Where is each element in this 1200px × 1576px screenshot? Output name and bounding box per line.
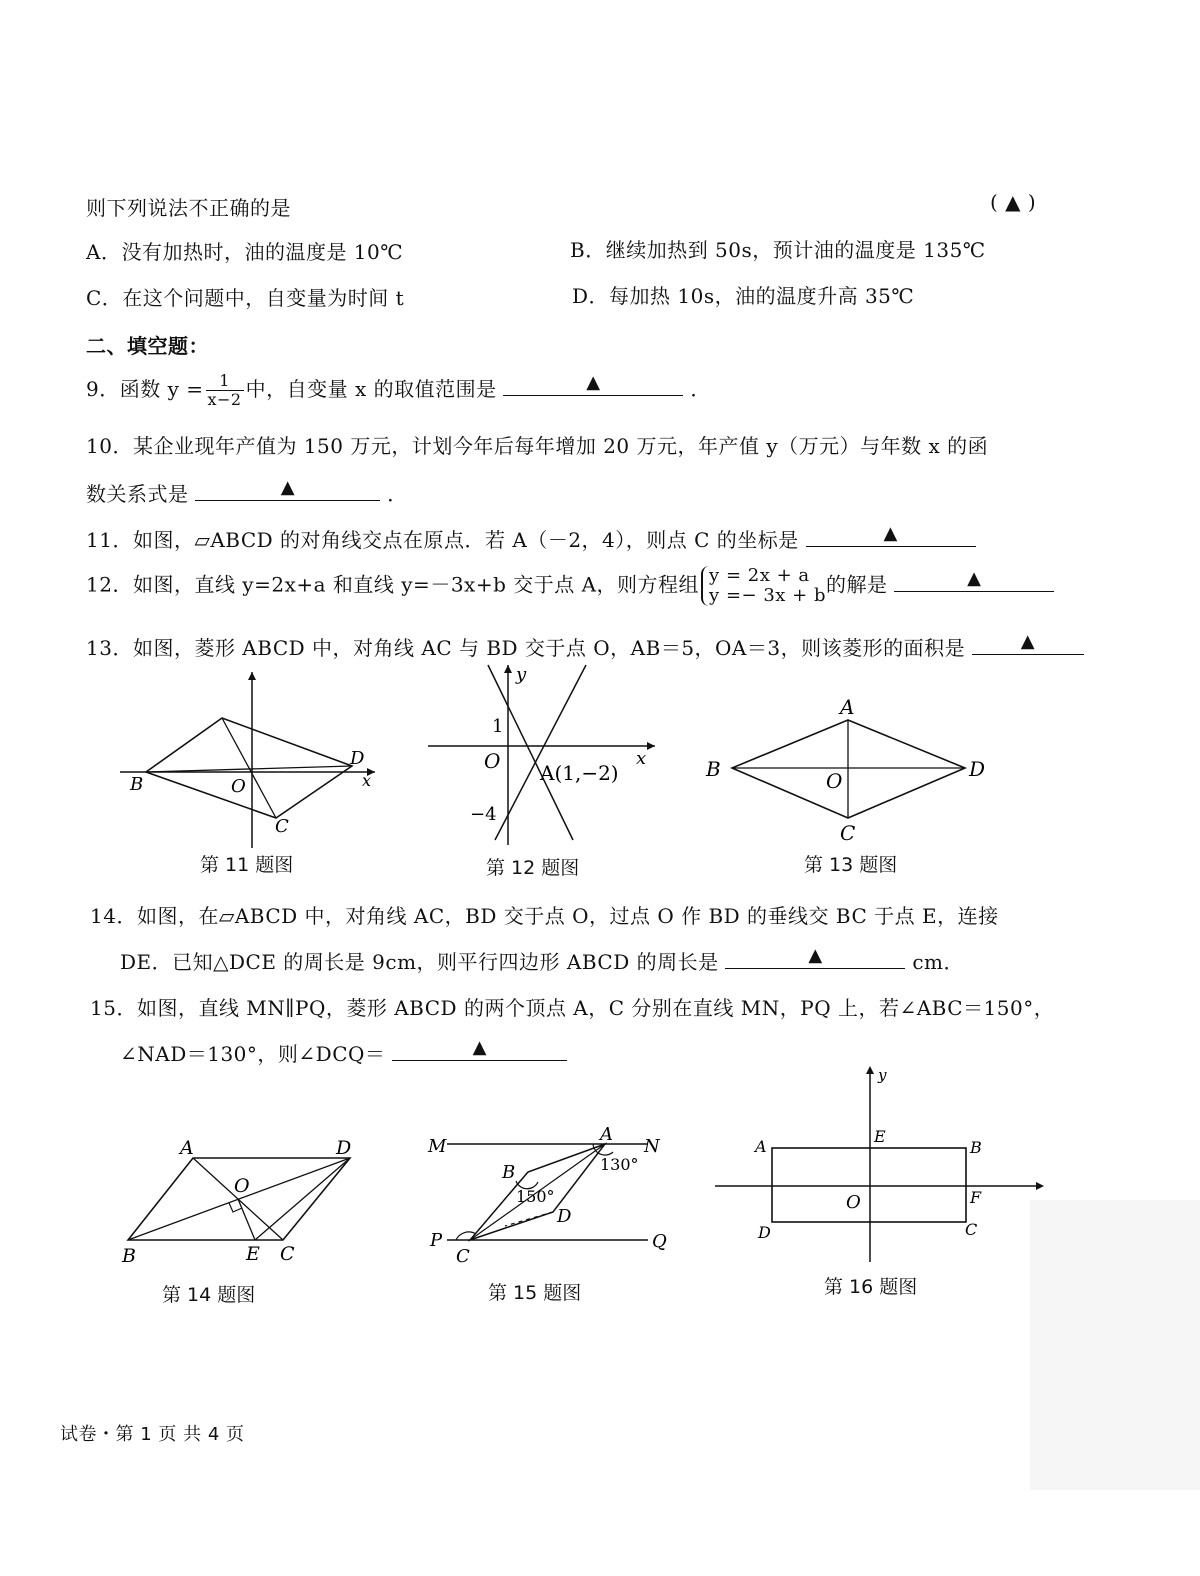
f12-label-neg4: −4 bbox=[470, 804, 497, 825]
f16-label-c: C bbox=[965, 1220, 978, 1239]
f16-label-o: O bbox=[846, 1192, 861, 1213]
f13-label-a: A bbox=[840, 695, 855, 719]
f14-label-o: O bbox=[234, 1175, 250, 1197]
f16-label-a: A bbox=[755, 1137, 767, 1156]
caption-f14: 第 14 题图 bbox=[162, 1284, 256, 1306]
f16-label-e: E bbox=[874, 1127, 886, 1146]
q11-text: 11．如图，▱ABCD 的对角线交点在原点．若 A（－2，4），则点 C 的坐标是 bbox=[86, 528, 799, 552]
f13-label-o: O bbox=[826, 769, 843, 793]
f16-rectangle bbox=[772, 1148, 966, 1222]
f15-label-p: P bbox=[430, 1230, 443, 1251]
caption-f16: 第 16 题图 bbox=[824, 1276, 918, 1298]
caption-f11: 第 11 题图 bbox=[200, 854, 294, 876]
q10-line1: 10．某企业现年产值为 150 万元，计划今年后每年增加 20 万元，年产值 y（万元）与年数 x 的函 bbox=[86, 434, 989, 458]
f15-label-m: M bbox=[428, 1136, 447, 1157]
f12-label-a: A(1,−2) bbox=[540, 761, 619, 785]
f15-label-q: Q bbox=[652, 1231, 667, 1252]
f13-label-d: D bbox=[969, 757, 986, 781]
q8-option-c: C．在这个问题中，自变量为时间 t bbox=[86, 286, 405, 310]
q8-option-d: D．每加热 10s，油的温度升高 35℃ bbox=[572, 284, 915, 308]
q10-answer-blank[interactable]: ▲ bbox=[195, 480, 380, 501]
f16-label-y: y bbox=[878, 1066, 887, 1084]
q12-equation-system: y = 2x + a y =− 3x + b bbox=[701, 566, 826, 606]
f16-y-arrow bbox=[866, 1066, 874, 1074]
q9-fraction: $\frac{1}{x-2}$ bbox=[207, 371, 242, 409]
q10-end: ． bbox=[387, 482, 408, 506]
q11-answer-blank[interactable]: ▲ bbox=[806, 526, 976, 547]
f13-label-b: B bbox=[706, 757, 721, 781]
f15-label-d: D bbox=[557, 1206, 572, 1227]
q9-end: ． bbox=[690, 377, 711, 401]
f16-label-b: B bbox=[970, 1138, 982, 1157]
f11-label-d: D bbox=[350, 748, 365, 769]
q13-answer-blank[interactable]: ▲ bbox=[972, 634, 1084, 655]
f12-label-x: x bbox=[636, 748, 647, 769]
q15-answer-blank[interactable]: ▲ bbox=[392, 1040, 567, 1061]
f15-label-b: B bbox=[502, 1162, 516, 1183]
q14-line2: DE．已知△DCE 的周长是 9cm，则平行四边形 ABCD 的周长是 bbox=[120, 950, 719, 974]
f14-label-b: B bbox=[122, 1245, 136, 1267]
caption-f12: 第 12 题图 bbox=[486, 857, 580, 879]
f16-x-arrow bbox=[1036, 1182, 1044, 1190]
f13-label-c: C bbox=[840, 821, 856, 845]
q13-text: 13．如图，菱形 ABCD 中，对角线 AC 与 BD 交于点 O，AB＝5，OA＝3，则该菱形的面积是 bbox=[86, 636, 966, 660]
f14-label-c: C bbox=[280, 1243, 295, 1265]
q12-text: 12．如图，直线 y=2x+a 和直线 y=－3x+b 交于点 A，则方程组 bbox=[86, 572, 700, 597]
q15-line2: ∠NAD＝130°，则∠DCQ＝ bbox=[120, 1042, 386, 1066]
f14-label-d: D bbox=[336, 1137, 352, 1159]
f14-label-e: E bbox=[246, 1243, 260, 1265]
f15-label-130: 130° bbox=[600, 1155, 639, 1174]
f11-label-x: x bbox=[362, 771, 372, 790]
f12-label-y: y bbox=[516, 664, 527, 685]
q14-line1: 14．如图，在▱ABCD 中，对角线 AC，BD 交于点 O，过点 O 作 BD 的垂线交 BC 于点 E，连接 bbox=[90, 904, 999, 928]
q8-option-b: B．继续加热到 50s，预计油的温度是 135℃ bbox=[570, 238, 986, 262]
page-footer: 试卷・第 1 页 共 4 页 bbox=[60, 1424, 245, 1445]
q14-unit: cm． bbox=[912, 950, 965, 974]
caption-f13: 第 13 题图 bbox=[804, 854, 898, 876]
q12-tail: 的解是 bbox=[825, 572, 888, 597]
q9-text: 中，自变量 x 的取值范围是 bbox=[245, 377, 497, 401]
f11-label-c: C bbox=[275, 816, 289, 837]
q8-stem: 则下列说法不正确的是 bbox=[86, 196, 291, 220]
f15-label-150: 150° bbox=[516, 1187, 555, 1206]
q9-answer-blank[interactable]: ▲ bbox=[503, 375, 683, 396]
q12-answer-blank[interactable]: ▲ bbox=[894, 571, 1054, 592]
f15-label-a: A bbox=[600, 1124, 613, 1145]
f16-label-f: F bbox=[970, 1188, 982, 1207]
section-title: 二、填空题： bbox=[86, 334, 209, 358]
q8-answer-mark: ( ▲ ) bbox=[990, 190, 1037, 214]
f16-label-d: D bbox=[758, 1223, 771, 1242]
f15-label-c: C bbox=[456, 1246, 470, 1267]
caption-f15: 第 15 题图 bbox=[488, 1282, 582, 1304]
q10-line2: 数关系式是 bbox=[86, 482, 189, 506]
q14-answer-blank[interactable]: ▲ bbox=[725, 948, 905, 969]
f15-label-n: N bbox=[644, 1136, 660, 1157]
f14-label-a: A bbox=[180, 1137, 194, 1159]
q9-prefix: 9．函数 y = bbox=[86, 377, 204, 401]
q15-line1: 15．如图，直线 MN∥PQ，菱形 ABCD 的两个顶点 A，C 分别在直线 MN，PQ 上，若∠ABC＝150°， bbox=[90, 996, 1055, 1020]
f12-label-o: O bbox=[484, 749, 501, 773]
q8-option-a: A．没有加热时，油的温度是 10℃ bbox=[86, 240, 404, 264]
f11-label-b: B bbox=[130, 774, 144, 795]
f11-label-o: O bbox=[231, 776, 246, 797]
f12-label-1: 1 bbox=[492, 716, 504, 737]
